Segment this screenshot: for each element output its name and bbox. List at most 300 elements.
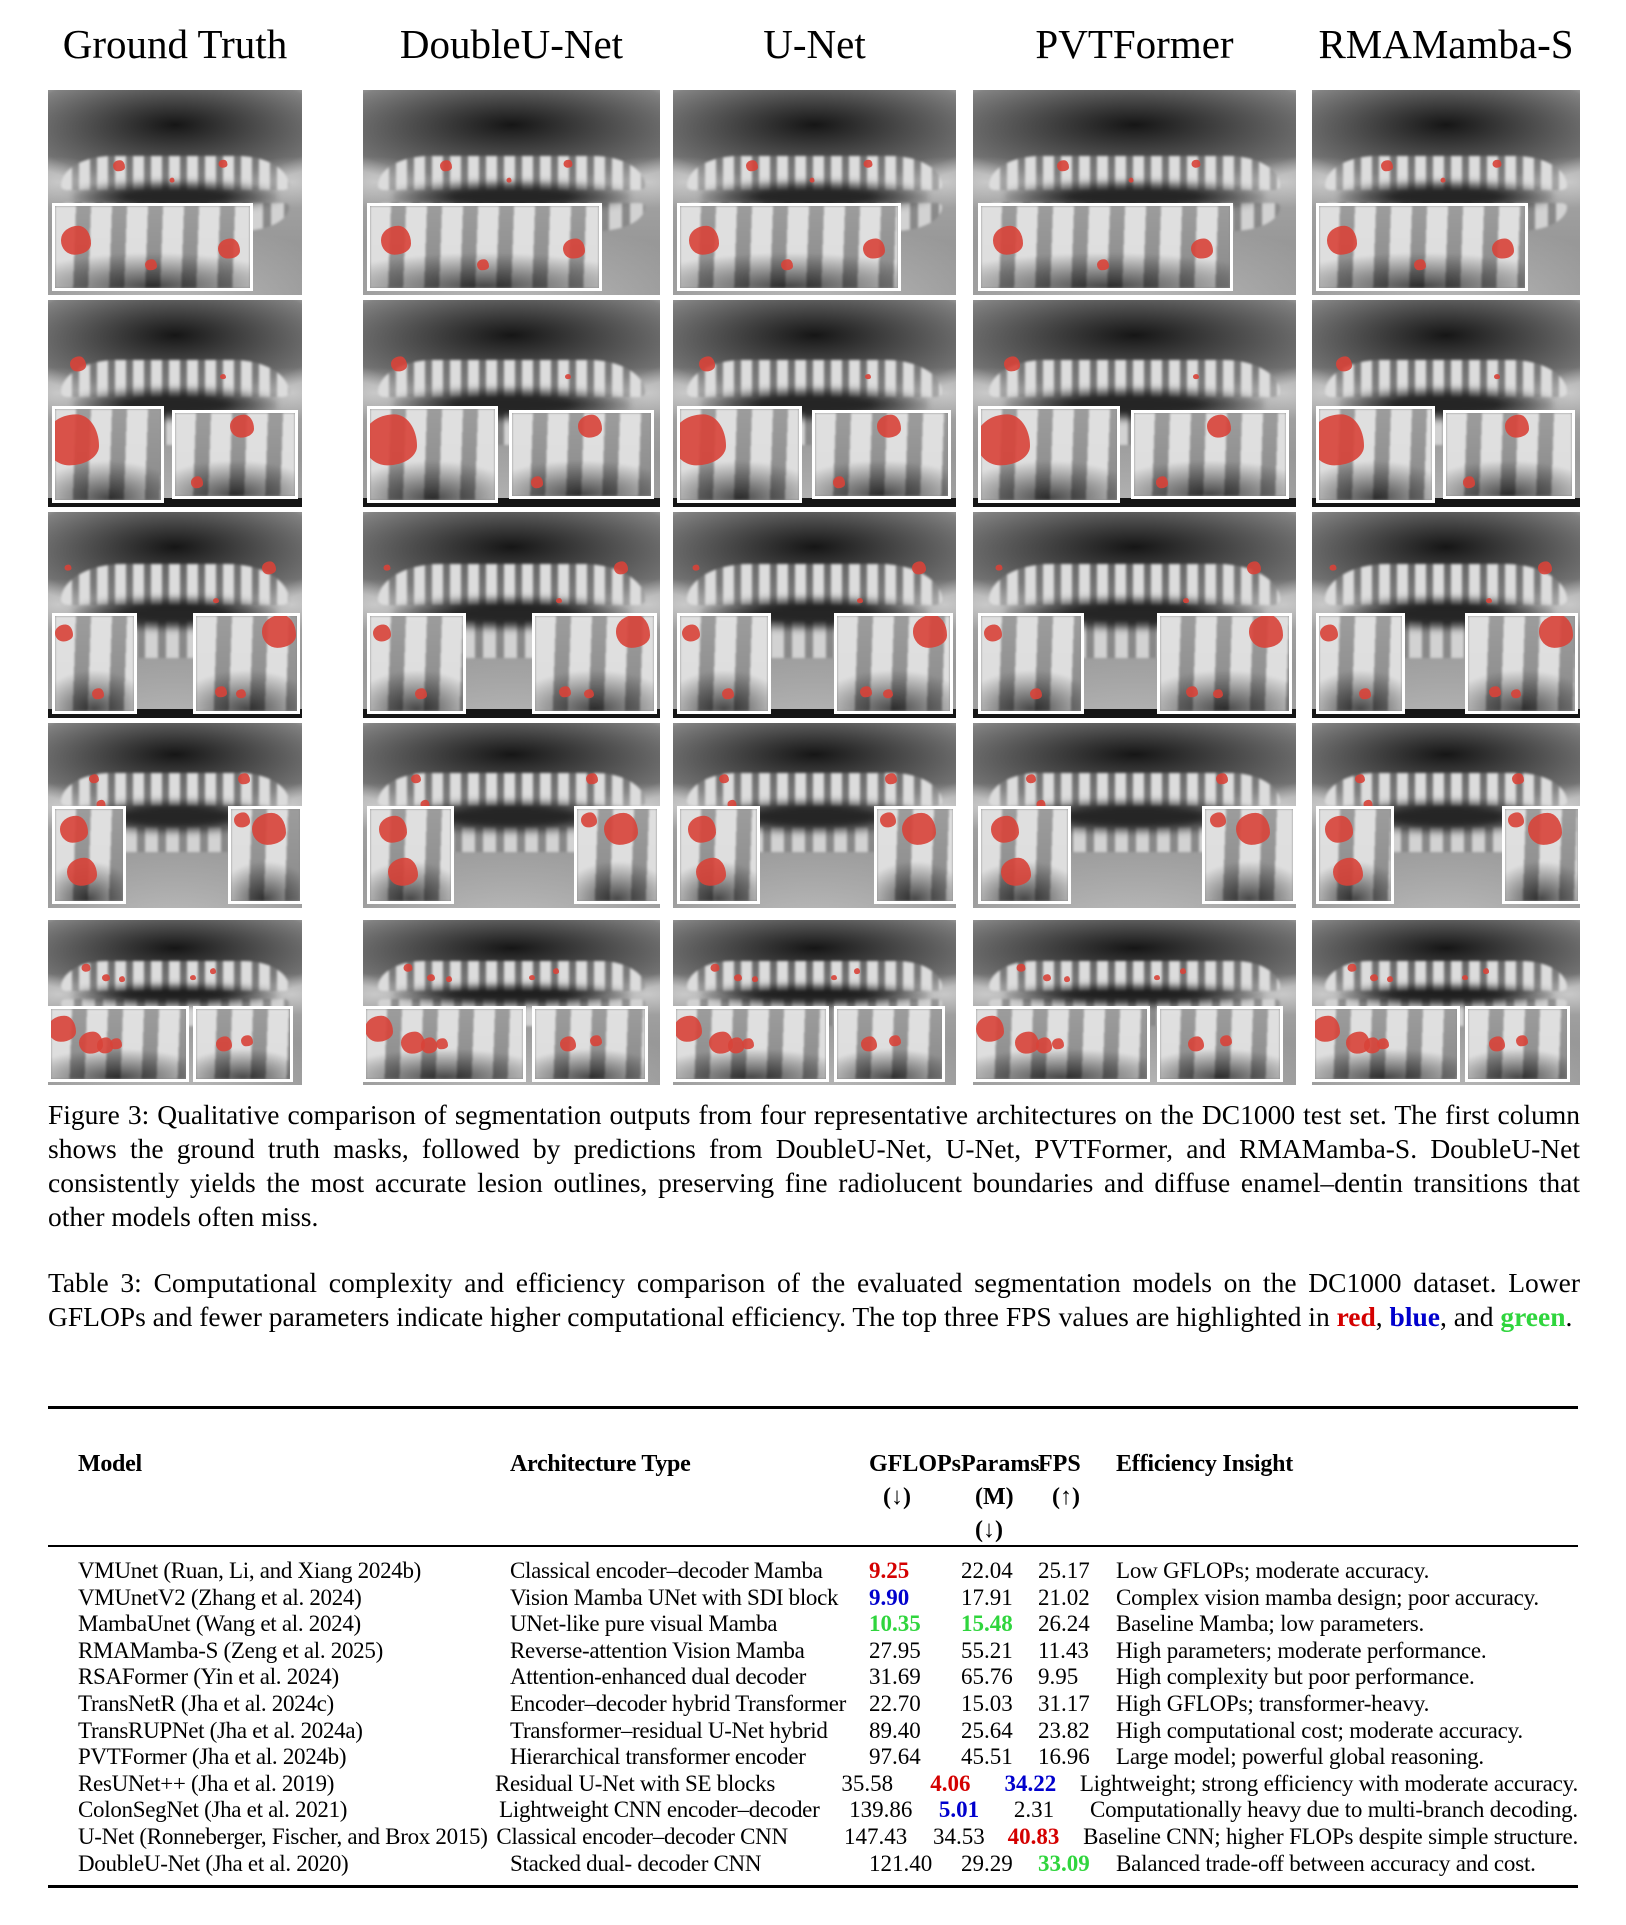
table-row: [48, 1718, 1578, 1745]
xray-panel: [1312, 920, 1580, 1085]
lesion-mark: [1154, 975, 1160, 981]
lesion-mark: [1057, 160, 1069, 171]
lesion-mark: [1236, 813, 1270, 845]
lesion-mark: [373, 625, 391, 642]
lesion-mark: [581, 812, 597, 827]
cell-insight: Complex vision mamba design; poor accuracy.: [1116, 1584, 1539, 1610]
table-row: [48, 1691, 1578, 1718]
lesion-mark: [833, 477, 845, 488]
lesion-mark: [403, 964, 412, 973]
cell-architecture: Hierarchical transformer encoder: [510, 1744, 806, 1770]
lesion-mark: [1441, 178, 1446, 183]
lesion-mark: [1539, 615, 1573, 647]
zoom-inset: [367, 613, 465, 714]
zoom-inset: [978, 406, 1120, 503]
col-header-fps-label: FPS: [1038, 1451, 1081, 1477]
xray-panel: [1312, 300, 1580, 507]
lesion-mark: [1001, 857, 1031, 886]
lesion-mark: [1320, 625, 1338, 642]
lesion-mark: [238, 773, 250, 784]
cell-fps: 34.22: [1004, 1770, 1057, 1796]
cell-insight: Computationally heavy due to multi-branch decoding.: [1089, 1797, 1578, 1823]
lesion-mark: [65, 564, 72, 571]
lesion-mark: [1207, 415, 1231, 438]
lesion-mark: [436, 1038, 448, 1049]
cell-architecture: Lightweight CNN encoder–decoder: [499, 1797, 820, 1823]
zoom-inset: [978, 203, 1233, 291]
zoom-inset: [193, 613, 301, 714]
zoom-inset: [1316, 613, 1405, 714]
lesion-mark: [191, 477, 203, 488]
cell-architecture: Vision Mamba UNet with SDI block: [510, 1584, 839, 1610]
lesion-mark: [190, 975, 196, 981]
col-header-insight-label: Efficiency Insight: [1116, 1451, 1294, 1477]
lesion-mark: [219, 160, 228, 169]
cell-fps: 25.17: [1038, 1558, 1090, 1583]
cell-model: TransNetR (Jha et al. 2024c): [78, 1690, 334, 1716]
zoom-inset: [1312, 1006, 1460, 1081]
lesion-mark: [682, 625, 700, 642]
lesion-mark: [1097, 259, 1109, 270]
cell-params: 34.53: [933, 1823, 985, 1849]
cell-architecture: UNet-like pure visual Mamba: [510, 1611, 778, 1637]
zoom-inset: [1157, 1006, 1283, 1081]
lesion-mark: [1129, 178, 1134, 183]
cell-gflops: 9.90: [869, 1584, 910, 1610]
cell-architecture: Classical encoder–decoder Mamba: [510, 1558, 823, 1583]
cell-fps: 33.09: [1038, 1850, 1090, 1876]
lesion-mark: [584, 689, 594, 699]
cell-gflops: 147.43: [843, 1823, 908, 1849]
lesion-mark: [411, 774, 421, 784]
lesion-mark: [1516, 1035, 1528, 1046]
lesion-mark: [1494, 374, 1500, 380]
lesion-mark: [578, 415, 602, 438]
gflops-down-arrow: (↓): [883, 1484, 911, 1510]
xray-panel: [363, 920, 660, 1085]
lesion-mark: [563, 160, 572, 169]
lesion-mark: [560, 1036, 576, 1051]
col-header-gflops-label: GFLOPs: [869, 1451, 962, 1477]
lesion-mark: [1017, 964, 1026, 973]
figure-column-headers: [48, 14, 1580, 74]
lesion-mark: [1186, 686, 1198, 697]
zoom-inset: [1502, 806, 1580, 905]
col-header-params-label: Params: [961, 1451, 1040, 1477]
zoom-inset: [1443, 410, 1575, 499]
lesion-mark: [210, 968, 216, 974]
caption-color-word-red: red: [1336, 1301, 1376, 1332]
lesion-mark: [699, 357, 715, 372]
lesion-mark: [556, 598, 562, 604]
lesion-mark: [92, 688, 104, 699]
lesion-mark: [809, 178, 814, 183]
lesion-mark: [1247, 561, 1261, 574]
cell-fps: 31.17: [1038, 1690, 1090, 1716]
lesion-mark: [1156, 477, 1168, 488]
zoom-inset: [367, 806, 453, 905]
cell-params: 65.76: [961, 1664, 1013, 1690]
lesion-mark: [1004, 357, 1020, 372]
lesion-mark: [616, 615, 650, 647]
cell-fps: 2.31: [1013, 1797, 1055, 1823]
cell-params: 55.21: [961, 1637, 1013, 1663]
figure-row: [48, 512, 1580, 718]
cell-insight: High GFLOPs; transformer-heavy.: [1116, 1690, 1430, 1716]
lesion-mark: [863, 238, 885, 259]
lesion-mark: [1213, 689, 1223, 699]
zoom-inset: [1202, 806, 1295, 905]
lesion-mark: [991, 816, 1019, 843]
cell-insight: Baseline CNN; higher FLOPs despite simple structure.: [1083, 1823, 1579, 1849]
lesion-mark: [993, 226, 1023, 255]
lesion-mark: [1036, 1038, 1052, 1053]
zoom-inset: [228, 806, 302, 905]
mouth-shadow: [393, 983, 631, 1008]
cell-model: RSAFormer (Yin et al. 2024): [78, 1664, 339, 1690]
zoom-inset: [574, 806, 660, 905]
xray-panel: [973, 90, 1296, 295]
lesion-mark: [865, 374, 871, 380]
table-bottom-rule: [48, 1885, 1578, 1888]
col-header-model: [78, 1448, 510, 1547]
lesion-mark: [722, 688, 734, 699]
lesion-mark: [1492, 160, 1501, 169]
figure-row: [48, 90, 1580, 295]
cell-params: 4.06: [930, 1770, 971, 1796]
xray-panel: [1312, 90, 1580, 295]
lesion-mark: [696, 857, 726, 886]
xray-panel: [1312, 723, 1580, 908]
params-down-arrow: (↓): [975, 1517, 1003, 1543]
zoom-inset: [52, 203, 254, 291]
cell-model: U-Net (Ronneberger, Fischer, and Brox 2015): [78, 1823, 488, 1849]
lesion-mark: [52, 414, 99, 465]
zoom-inset: [1316, 806, 1394, 905]
xray-panel: [973, 920, 1296, 1085]
figure-row: [48, 920, 1580, 1085]
lesion-mark: [252, 813, 286, 845]
lesion-mark: [711, 964, 720, 973]
cell-fps: 21.02: [1038, 1584, 1090, 1610]
lesion-mark: [1327, 226, 1357, 255]
lesion-mark: [688, 816, 716, 843]
zoom-inset: [978, 613, 1084, 714]
xray-panel: [1312, 512, 1580, 718]
lesion-mark: [262, 561, 276, 574]
table-top-rule: [48, 1406, 1578, 1409]
lesion-mark: [902, 813, 936, 845]
fps-up-arrow: (↑): [1052, 1484, 1080, 1510]
xray-panel: [48, 300, 302, 507]
lesion-mark: [1505, 415, 1529, 438]
col-header-params: [961, 1448, 1038, 1547]
lesion-mark: [861, 1036, 877, 1051]
zoom-inset: [1157, 613, 1292, 714]
lesion-mark: [446, 977, 452, 983]
cell-insight: Large model; powerful global reasoning.: [1116, 1744, 1484, 1770]
zoom-inset: [367, 203, 602, 291]
mouth-shadow: [73, 983, 276, 1008]
lesion-mark: [213, 598, 219, 604]
lesion-mark: [1316, 414, 1364, 465]
zoom-inset: [677, 203, 901, 291]
lesion-mark: [1512, 773, 1524, 784]
lesion-mark: [614, 561, 628, 574]
cell-architecture: Stacked dual- decoder CNN: [510, 1850, 762, 1876]
lesion-mark: [367, 414, 417, 465]
table-row: [48, 1771, 1578, 1798]
lesion-mark: [719, 774, 729, 784]
lesion-mark: [1193, 374, 1199, 380]
lesion-mark: [877, 415, 901, 438]
lesion-mark: [781, 259, 793, 270]
lesion-mark: [1414, 259, 1426, 270]
xray-panel: [973, 512, 1296, 718]
lesion-mark: [531, 477, 543, 488]
cell-model: TransRUPNet (Jha et al. 2024a): [78, 1717, 363, 1743]
lesion-mark: [234, 812, 250, 827]
lesion-mark: [689, 226, 719, 255]
lesion-mark: [1370, 974, 1378, 982]
lesion-mark: [218, 238, 240, 259]
lesion-mark: [860, 686, 872, 697]
lesion-mark: [55, 625, 73, 642]
cell-fps: 11.43: [1038, 1637, 1089, 1663]
table: [48, 1406, 1578, 1890]
col-header-architecture-label: Architecture Type: [510, 1451, 691, 1477]
caption-text: ,: [1375, 1301, 1390, 1332]
zoom-inset: [509, 410, 655, 499]
lesion-mark: [1043, 974, 1051, 982]
lesion-mark: [734, 974, 742, 982]
table-body: [48, 1558, 1578, 1877]
lesion-mark: [674, 1016, 702, 1043]
mouth-shadow: [1339, 983, 1553, 1008]
lesion-mark: [113, 160, 125, 171]
lesion-mark: [1026, 774, 1036, 784]
zoom-inset: [52, 806, 127, 905]
table-caption: [48, 1266, 1580, 1334]
lesion-mark: [1348, 964, 1357, 973]
col-header-model-label: Model: [78, 1451, 142, 1477]
xray-panel: [673, 300, 956, 507]
lesion-mark: [1312, 1016, 1340, 1043]
xray-panel: [673, 512, 956, 718]
cell-params: 22.04: [961, 1558, 1013, 1583]
cell-model: ResUNet++ (Jha et al. 2019): [78, 1770, 335, 1796]
xray-panel: [673, 723, 956, 908]
cell-architecture: Transformer–residual U-Net hybrid: [510, 1717, 828, 1743]
lesion-mark: [1210, 812, 1226, 827]
lesion-mark: [746, 160, 758, 171]
zoom-inset: [812, 410, 951, 499]
lesion-mark: [1486, 598, 1492, 604]
lesion-mark: [590, 1035, 602, 1046]
lesion-mark: [883, 689, 893, 699]
table-row: [48, 1664, 1578, 1691]
lesion-mark: [913, 615, 947, 647]
figure-column-header: Ground Truth: [62, 21, 288, 67]
lesion-mark: [692, 564, 699, 571]
lesion-mark: [1489, 686, 1501, 697]
lesion-mark: [1483, 968, 1489, 974]
figure-grid: [48, 90, 1580, 1085]
lesion-mark: [1508, 812, 1524, 827]
xray-panel: [48, 512, 302, 718]
table-row: [48, 1851, 1578, 1878]
zoom-inset: [834, 613, 953, 714]
cell-model: RMAMamba-S (Zeng et al. 2025): [78, 1637, 383, 1663]
cell-model: MambaUnet (Wang et al. 2024): [78, 1611, 361, 1637]
cell-insight: Lightweight; strong efficiency with moderate accuracy.: [1079, 1770, 1579, 1796]
cell-params: 15.48: [961, 1611, 1013, 1637]
lesion-mark: [1462, 975, 1468, 981]
lesion-mark: [388, 857, 418, 886]
cell-model: VMUnetV2 (Zhang et al. 2024): [78, 1584, 362, 1610]
xray-panel: [48, 920, 302, 1085]
cell-architecture: Residual U-Net with SE blocks: [494, 1770, 775, 1796]
lesion-mark: [1330, 564, 1337, 571]
lesion-mark: [1220, 1035, 1232, 1046]
zoom-inset: [673, 1006, 829, 1081]
lesion-mark: [1489, 1036, 1505, 1051]
cell-fps: 9.95: [1038, 1664, 1079, 1690]
table-row: [48, 1824, 1578, 1851]
lesion-mark: [563, 238, 585, 259]
lesion-mark: [383, 564, 390, 571]
zoom-inset: [52, 406, 165, 503]
lesion-mark: [912, 561, 926, 574]
lesion-mark: [48, 1016, 76, 1043]
lesion-mark: [1511, 689, 1521, 699]
lesion-mark: [1183, 598, 1189, 604]
mouth-shadow: [701, 983, 927, 1008]
col-header-architecture: [510, 1448, 869, 1547]
lesion-mark: [978, 414, 1030, 465]
lesion-mark: [477, 259, 489, 270]
cell-params: 45.51: [961, 1744, 1013, 1770]
lesion-mark: [110, 1038, 122, 1049]
xray-panel: [48, 90, 302, 295]
lesion-mark: [1355, 774, 1365, 784]
caption-text: , and: [1439, 1301, 1501, 1332]
col-header-insight: [1116, 1448, 1578, 1547]
cell-gflops: 9.25: [869, 1558, 910, 1583]
lesion-mark: [379, 816, 407, 843]
lesion-mark: [586, 773, 598, 784]
table-row: [48, 1744, 1578, 1771]
lesion-mark: [365, 1016, 393, 1043]
figure-caption: Figure 3: Qualitative comparison of segmentation outputs from four representative architectures on the DC1000 test set. The first column shows the ground truth masks, followed by predictions from DoubleU-Net, U-Net, PVTFormer, and RMAMamba-S. DoubleU-Net consistently yields the most accurate lesion outlines, preserving fine radiolucent boundaries and diffuse enamel–dentin transitions that other models often miss.: [48, 1099, 1580, 1232]
xray-panel: [48, 723, 302, 908]
lesion-mark: [1492, 238, 1514, 259]
zoom-inset: [532, 1006, 648, 1081]
caption-color-word-green: green: [1500, 1301, 1566, 1332]
lesion-mark: [262, 615, 296, 647]
lesion-mark: [427, 974, 435, 982]
cell-fps: 23.82: [1038, 1717, 1090, 1743]
lesion-mark: [1359, 688, 1371, 699]
lesion-mark: [1387, 977, 1393, 983]
lesion-mark: [506, 178, 511, 183]
lesion-mark: [995, 564, 1002, 571]
table-row: [48, 1585, 1578, 1612]
xray-panel: [363, 512, 660, 718]
figure-column-header: RMAMamba-S: [1318, 21, 1574, 67]
zoom-inset: [52, 613, 137, 714]
cell-gflops: 10.35: [869, 1611, 921, 1637]
cell-insight: High parameters; moderate performance.: [1116, 1637, 1487, 1663]
zoom-inset: [363, 1006, 526, 1081]
cell-model: VMUnet (Ruan, Li, and Xiang 2024b): [78, 1558, 422, 1583]
xray-panel: [363, 300, 660, 507]
lesion-mark: [984, 625, 1002, 642]
cell-params: 5.01: [938, 1797, 980, 1823]
cell-insight: Balanced trade-off between accuracy and cost.: [1116, 1850, 1536, 1876]
lesion-mark: [1528, 813, 1562, 845]
zoom-inset: [48, 1006, 189, 1081]
cell-insight: High computational cost; moderate accuracy.: [1116, 1717, 1523, 1743]
lesion-mark: [415, 688, 427, 699]
lesion-mark: [215, 686, 227, 697]
cell-gflops: 89.40: [869, 1717, 921, 1743]
cell-gflops: 139.86: [849, 1797, 913, 1823]
zoom-inset: [193, 1006, 293, 1081]
lesion-mark: [880, 812, 896, 827]
cell-model: PVTFormer (Jha et al. 2024b): [78, 1744, 347, 1770]
lesion-mark: [220, 374, 226, 380]
lesion-mark: [864, 160, 873, 169]
col-header-fps: [1038, 1448, 1116, 1547]
lesion-mark: [1030, 688, 1042, 699]
lesion-mark: [1325, 816, 1353, 843]
zoom-inset: [677, 613, 771, 714]
lesion-mark: [854, 968, 860, 974]
cell-architecture: Classical encoder–decoder CNN: [496, 1823, 788, 1849]
cell-gflops: 22.70: [869, 1690, 921, 1716]
cell-gflops: 31.69: [869, 1664, 921, 1690]
lesion-mark: [1064, 977, 1070, 983]
zoom-inset: [677, 406, 802, 503]
lesion-mark: [1538, 561, 1552, 574]
col-header-gflops: [869, 1448, 961, 1547]
lesion-mark: [529, 975, 535, 981]
zoom-inset: [172, 410, 297, 499]
mouth-shadow: [1005, 983, 1263, 1008]
cell-architecture: Encoder–decoder hybrid Transformer: [510, 1690, 846, 1716]
figure-row: [48, 723, 1580, 908]
zoom-inset: [367, 406, 498, 503]
lesion-mark: [1180, 968, 1186, 974]
lesion-mark: [559, 686, 571, 697]
lesion-mark: [677, 414, 726, 465]
lesion-mark: [1191, 238, 1213, 259]
lesion-mark: [1336, 357, 1352, 372]
cell-fps: 40.83: [1007, 1823, 1060, 1849]
cell-gflops: 121.40: [869, 1850, 933, 1876]
caption-color-word-blue: blue: [1389, 1301, 1440, 1332]
lesion-mark: [119, 977, 125, 983]
lesion-mark: [216, 1036, 232, 1051]
lesion-mark: [565, 374, 571, 380]
table-row: [48, 1638, 1578, 1665]
figure-row: [48, 300, 1580, 507]
table-row: [48, 1611, 1578, 1638]
cell-params: 17.91: [961, 1584, 1013, 1610]
figure-column-header: U-Net: [763, 21, 866, 67]
xray-panel: [973, 300, 1296, 507]
